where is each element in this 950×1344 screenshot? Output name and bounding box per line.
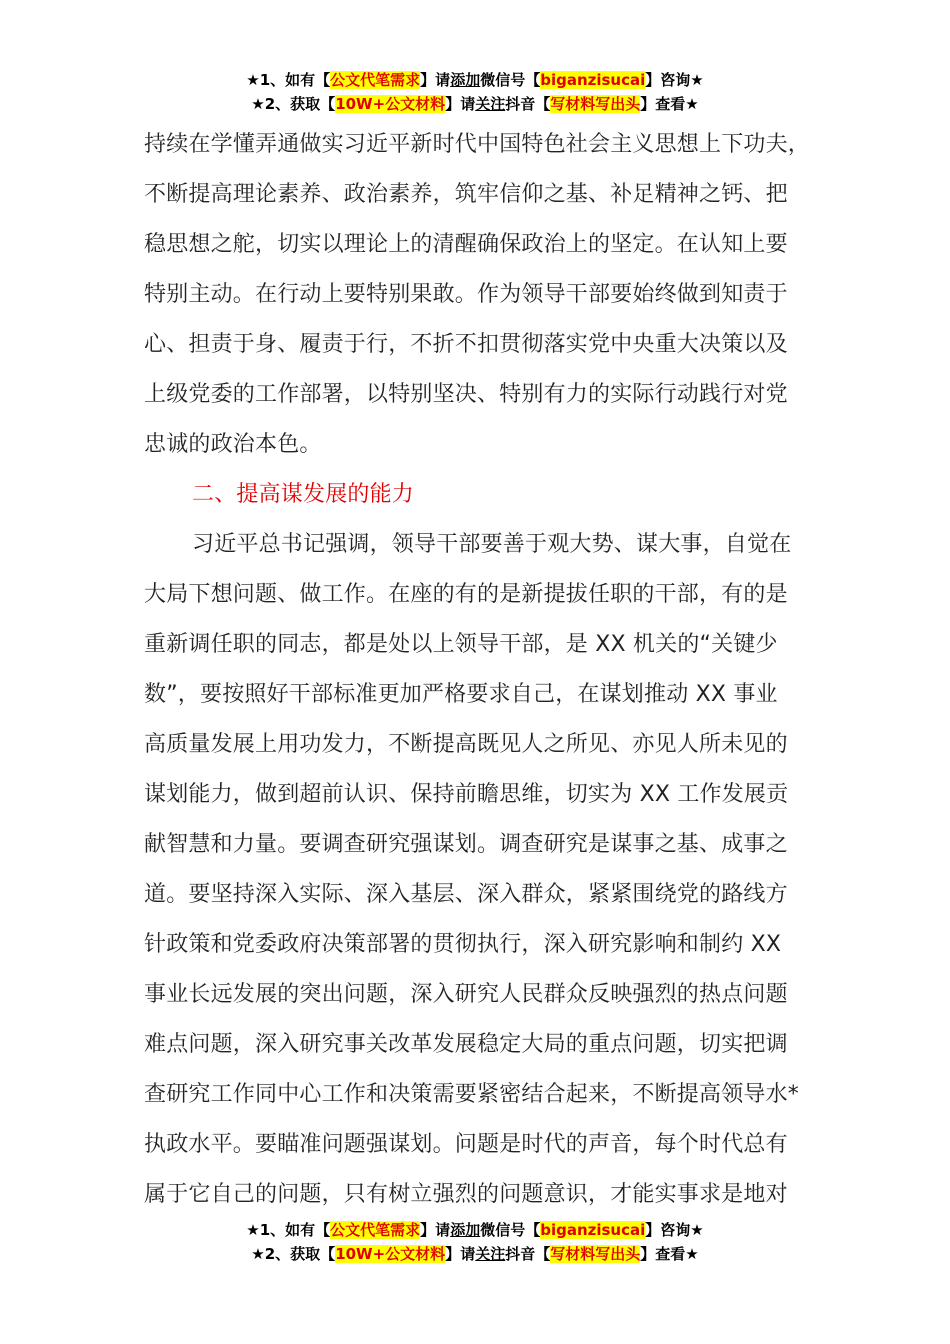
promo-line-2 xyxy=(0,92,950,116)
promo-underline: 添加 xyxy=(450,1221,481,1239)
promo-text: 】请 xyxy=(420,1221,451,1239)
body-line: 稳思想之舵，切实以理论上的清醒确保政治上的坚定。在认知上要 xyxy=(144,232,788,257)
promo-text: 微信号【 xyxy=(480,1221,541,1239)
body-line: 谋划能力，做到超前认识、保持前瞻思维，切实为 XX 工作发展贡 xyxy=(144,782,789,807)
body-line: 针政策和党委政府决策部署的贯彻执行，深入研究影响和制约 XX xyxy=(144,932,782,957)
section-heading: 二、提高谋发展的能力 xyxy=(192,482,415,507)
body-line: 查研究工作同中心工作和决策需要紧密结合起来，不断提高领导水* xyxy=(144,1082,800,1107)
promo-text: 】请 xyxy=(420,71,451,89)
promo-douyin-id: 写材料写出头 xyxy=(550,95,641,113)
promo-highlight: 10W+公文材料 xyxy=(335,1245,446,1263)
body-line: 忠诚的政治本色。 xyxy=(144,432,322,457)
promo-underline: 添加 xyxy=(450,71,481,89)
body-line: 持续在学懂弄通做实习近平新时代中国特色社会主义思想上下功夫， xyxy=(144,132,811,157)
promo-line-2 xyxy=(0,1242,950,1266)
promo-text: 抖音【 xyxy=(505,95,551,113)
body-line: 属于它自己的问题，只有树立强烈的问题意识，才能实事求是地对 xyxy=(144,1182,788,1207)
promo-text: 】咨询★ xyxy=(645,1221,704,1239)
body-line: 大局下想问题、做工作。在座的有的是新提拔任职的干部，有的是 xyxy=(144,582,788,607)
promo-underline: 关注 xyxy=(475,95,506,113)
body-line: 数”，要按照好干部标准更加严格要求自己，在谋划推动 XX 事业 xyxy=(144,682,778,707)
promo-text: 】咨询★ xyxy=(645,71,704,89)
body-line: 特别主动。在行动上要特别果敢。作为领导干部要始终做到知责于 xyxy=(144,282,788,307)
promo-douyin-id: 写材料写出头 xyxy=(550,1245,641,1263)
promo-text: ★1、如有【 xyxy=(246,1221,331,1239)
promo-text: 微信号【 xyxy=(480,71,541,89)
promo-highlight: 10W+公文材料 xyxy=(335,95,446,113)
promo-highlight: 公文代笔需求 xyxy=(330,71,421,89)
promo-line-1 xyxy=(0,68,950,92)
body-line: 献智慧和力量。要调查研究强谋划。调查研究是谋事之基、成事之 xyxy=(144,832,788,857)
body-line: 高质量发展上用功发力，不断提高既见人之所见、亦见人所未见的 xyxy=(144,732,788,757)
promo-text: 】查看★ xyxy=(640,95,699,113)
promo-text: 】请 xyxy=(445,95,476,113)
body-line: 习近平总书记强调，领导干部要善于观大势、谋大事，自觉在 xyxy=(192,532,792,557)
body-line: 心、担责于身、履责于行，不折不扣贯彻落实党中央重大决策以及 xyxy=(144,332,788,357)
body-line: 事业长远发展的突出问题，深入研究人民群众反映强烈的热点问题 xyxy=(144,982,788,1007)
promo-text: ★2、获取【 xyxy=(251,1245,336,1263)
promo-banner-bottom xyxy=(0,1218,950,1266)
promo-wechat-id: biganzisucai xyxy=(540,1221,646,1239)
promo-highlight: 公文代笔需求 xyxy=(330,1221,421,1239)
body-line: 道。要坚持深入实际、深入基层、深入群众，紧紧围绕党的路线方 xyxy=(144,882,788,907)
promo-text: 】查看★ xyxy=(640,1245,699,1263)
body-line: 难点问题，深入研究事关改革发展稳定大局的重点问题，切实把调 xyxy=(144,1032,788,1057)
body-line: 不断提高理论素养、政治素养，筑牢信仰之基、补足精神之钙、把 xyxy=(144,182,788,207)
promo-text: ★1、如有【 xyxy=(246,71,331,89)
body-line: 执政水平。要瞄准问题强谋划。问题是时代的声音，每个时代总有 xyxy=(144,1132,788,1157)
promo-underline: 关注 xyxy=(475,1245,506,1263)
body-line: 重新调任职的同志，都是处以上领导干部，是 XX 机关的“关键少 xyxy=(144,632,778,657)
promo-wechat-id: biganzisucai xyxy=(540,71,646,89)
promo-text: ★2、获取【 xyxy=(251,95,336,113)
promo-text: 】请 xyxy=(445,1245,476,1263)
promo-line-1 xyxy=(0,1218,950,1242)
promo-text: 抖音【 xyxy=(505,1245,551,1263)
body-line: 上级党委的工作部署，以特别坚决、特别有力的实际行动践行对党 xyxy=(144,382,788,407)
promo-banner-top xyxy=(0,68,950,116)
document-body xyxy=(144,120,814,1220)
